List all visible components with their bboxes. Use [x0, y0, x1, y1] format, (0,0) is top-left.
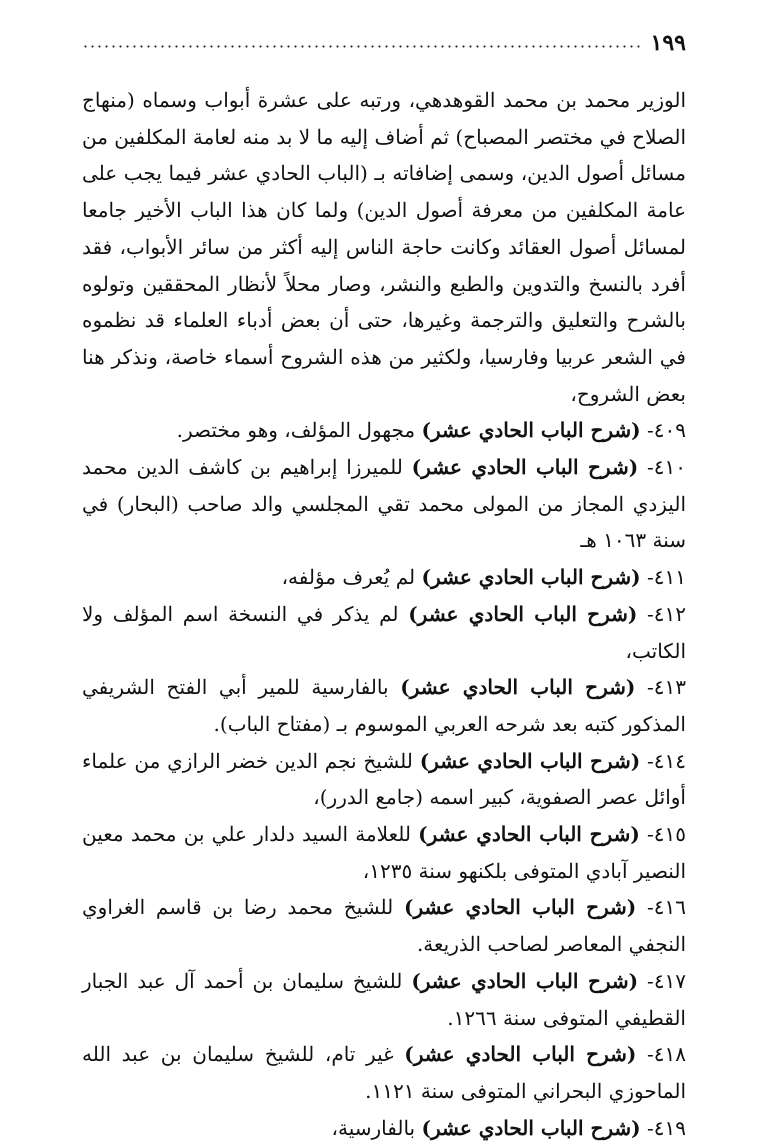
entry-number: ٤٠٩-	[647, 418, 686, 443]
entry-419	[82, 1110, 686, 1146]
entry-409	[82, 412, 686, 449]
intro-paragraph: الوزير محمد بن محمد القوهدهي، ورتبه على عشرة أبواب وسماه (منهاج الصلاح في مختصر المصباح) ثم أضاف إليه ما لا بد منه لعامة المكلفين من مسائل أصول الدين، وسمى إضافاته بـ (الباب الحادي عشر فيما يجب على عامة المكلفين من معرفة أصول الدين) ولما كان هذا الباب الأخير جامعا لمسائل أصول العقائد وكانت حاجة الناس إليه أكثر من سائر الأبواب، فقد أفرد بالنسخ والتدوين والطبع والنشر، وصار محلاً لأنظار المحققين وتولوه بالشرح والتعليق والترجمة وغيرها، حتى أن بعض أدباء العلماء قد نظموه في الشعر عربيا وفارسيا، ولكثير من هذه الشروح أسماء خاصة، ونذكر هنا بعض الشروح،	[81, 88, 686, 406]
entry-417	[82, 963, 686, 1036]
entry-title: (شرح الباب الحادي عشر)	[404, 895, 637, 920]
entry-number: ٤١٦-	[647, 895, 687, 920]
entry-text: مجهول المؤلف، وهو مختصر.	[176, 418, 416, 443]
entry-title: (شرح الباب الحادي عشر)	[419, 748, 641, 773]
entry-number: ٤١٣-	[647, 675, 686, 700]
entry-number: ٤١٩-	[647, 1115, 686, 1140]
entry-411	[82, 559, 686, 596]
entry-text: بالفارسية للمير أبي الفتح الشريفي المذكور كتبه بعد شرحه العربي الموسوم بـ (مفتاح الباب).	[82, 675, 686, 736]
entry-title: (شرح الباب الحادي عشر)	[404, 1042, 637, 1067]
header-dotted-rule	[82, 45, 641, 48]
entry-text: لم يُعرف مؤلفه،	[281, 565, 416, 590]
page-number: ١٩٩	[650, 30, 686, 56]
entry-title: (شرح الباب الحادي عشر)	[418, 822, 640, 847]
page-body	[82, 82, 686, 1146]
entry-412	[82, 596, 686, 669]
entry-410	[82, 449, 686, 559]
entry-text: للعلامة السيد دلدار علي بن محمد معين النصير آبادي المتوفى بلكنهو سنة ١٢٣٥،	[82, 822, 686, 883]
entry-title: (شرح الباب الحادي عشر)	[408, 601, 638, 626]
entry-413	[82, 669, 686, 742]
entry-title: (شرح الباب الحادي عشر)	[411, 455, 639, 480]
entry-number: ٤١١-	[647, 565, 686, 590]
entry-text: للشيخ نجم الدين خضر الرازي من علماء أوائل عصر الصفوية، كبير اسمه (جامع الدرر)،	[82, 748, 686, 810]
entry-text: للميرزا إبراهيم بن كاشف الدين محمد اليزدي المجاز من المولى محمد تقي المجلسي والد صاحب (البحار) في سنة ١٠٦٣ هـ	[82, 455, 686, 553]
entry-number: ٤١٤-	[647, 748, 686, 773]
entry-number: ٤١٢-	[647, 601, 687, 626]
entry-number: ٤١٧-	[647, 968, 687, 993]
entry-title: (شرح الباب الحادي عشر)	[421, 565, 641, 590]
entry-text: لم يذكر في النسخة اسم المؤلف ولا الكاتب،	[82, 601, 686, 663]
entry-title: (شرح الباب الحادي عشر)	[411, 968, 639, 993]
entry-text: بالفارسية،	[331, 1115, 416, 1140]
entry-text: غير تام، للشيخ سليمان بن عبد الله الماحوزي البحراني المتوفى سنة ١١٢١.	[82, 1042, 686, 1103]
entry-415	[82, 816, 686, 889]
page-header	[82, 28, 686, 58]
entry-416	[82, 889, 686, 962]
entry-418	[82, 1036, 686, 1109]
entry-title: (شرح الباب الحادي عشر)	[421, 418, 641, 443]
entry-title: (شرح الباب الحادي عشر)	[400, 675, 636, 700]
entry-text: للشيخ محمد رضا بن قاسم الغراوي النجفي المعاصر لصاحب الذريعة.	[82, 895, 686, 957]
entry-number: ٤١٥-	[647, 822, 687, 847]
entry-text: للشيخ سليمان بن أحمد آل عبد الجبار القطيفي المتوفى سنة ١٢٦٦.	[82, 968, 686, 1030]
entry-title: (شرح الباب الحادي عشر)	[421, 1115, 641, 1140]
entry-414	[82, 743, 686, 816]
entry-number: ٤١٠-	[647, 455, 687, 480]
entry-number: ٤١٨-	[647, 1042, 686, 1067]
